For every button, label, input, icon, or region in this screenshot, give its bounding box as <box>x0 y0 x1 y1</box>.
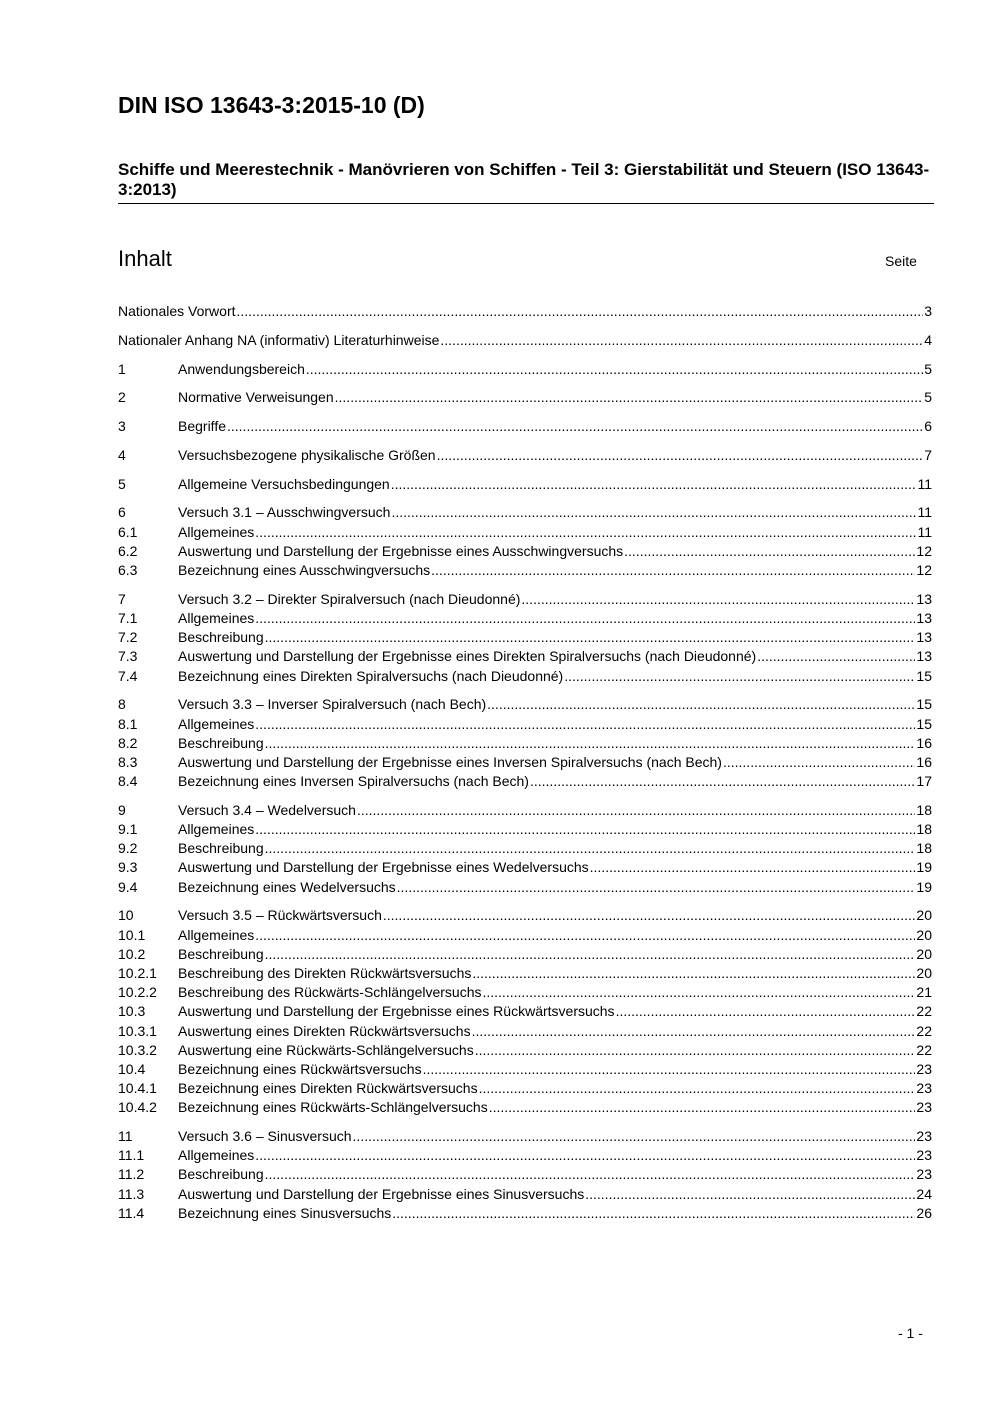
toc-entry-title: Normative Verweisungen <box>178 389 334 406</box>
toc-entry-title: Allgemeines <box>178 523 255 540</box>
toc-entry-number: 10.4.2 <box>118 1099 157 1116</box>
toc-entry-title: Anwendungsbereich <box>178 360 305 377</box>
toc-entry-number: 6.2 <box>118 542 138 559</box>
toc-dot-leader <box>255 1146 915 1165</box>
toc-dot-leader <box>431 561 915 580</box>
toc-entry[interactable] <box>118 878 932 897</box>
toc-dot-leader <box>616 1002 916 1021</box>
toc-entry-number: 3 <box>118 418 126 435</box>
toc-entry-title: Beschreibung <box>178 734 264 751</box>
toc-entry-title: Bezeichnung eines Direkten Rückwärtsversuchs <box>178 1080 478 1097</box>
toc-dot-leader <box>265 839 916 858</box>
toc-dot-leader <box>391 475 917 494</box>
toc-entry-title: Beschreibung <box>178 945 264 962</box>
toc-entry[interactable] <box>118 695 932 714</box>
toc-dot-leader <box>353 1127 916 1146</box>
toc-entry-page: 5 <box>924 389 932 406</box>
toc-dot-leader <box>237 302 924 321</box>
toc-entry-page: 16 <box>916 753 932 770</box>
toc-dot-leader <box>487 695 915 714</box>
toc-entry-title: Allgemeines <box>178 1147 255 1164</box>
toc-entry-page: 20 <box>916 964 932 981</box>
toc-entry-title: Beschreibung des Direkten Rückwärtsversuchs <box>178 964 472 981</box>
toc-entry-page: 18 <box>916 821 932 838</box>
toc-dot-leader <box>255 820 915 839</box>
toc-entry-number: 10.2 <box>118 945 146 962</box>
toc-entry[interactable] <box>118 801 932 820</box>
toc-entry-number: 8.1 <box>118 715 138 732</box>
toc-entry-page: 20 <box>916 926 932 943</box>
toc-entry-page: 23 <box>916 1128 932 1145</box>
toc-entry[interactable] <box>118 1204 932 1223</box>
toc-entry-page: 13 <box>916 648 932 665</box>
toc-entry-number: 10 <box>118 907 134 924</box>
toc-dot-leader <box>472 1022 916 1041</box>
toc-entry-title: Bezeichnung eines Wedelversuchs <box>178 878 396 895</box>
toc-entry-number: 11 <box>118 1128 133 1145</box>
toc-entry-title: Auswertung und Darstellung der Ergebnisse eines Rückwärtsversuchs <box>178 1003 615 1020</box>
toc-entry-title: Auswertung eine Rückwärts-Schlängelversuchs <box>178 1041 474 1058</box>
toc-entry-title: Auswertung und Darstellung der Ergebnisse eines Inversen Spiralversuchs (nach Bech) <box>178 753 722 770</box>
toc-dot-leader <box>255 523 916 542</box>
toc-entry[interactable] <box>118 628 932 647</box>
toc-entry-title: Beschreibung <box>178 840 264 857</box>
toc-dot-leader <box>437 446 924 465</box>
toc-entry-page: 18 <box>916 840 932 857</box>
toc-entry-title: Auswertung und Darstellung der Ergebnisse eines Direkten Spiralversuchs (nach Dieudonné) <box>178 648 757 665</box>
toc-entry-page: 12 <box>916 542 932 559</box>
toc-entry-page: 12 <box>916 562 932 579</box>
toc-dot-leader <box>255 609 915 628</box>
toc-entry-number: 1 <box>118 360 126 377</box>
toc-entry[interactable] <box>118 820 932 839</box>
toc-entry-number: 8 <box>118 696 126 713</box>
toc-entry-number: 2 <box>118 389 126 406</box>
toc-entry-number: 9.1 <box>118 821 138 838</box>
toc-entry-title: Allgemeine Versuchsbedingungen <box>178 475 390 492</box>
toc-entry[interactable] <box>118 1022 932 1041</box>
toc-entry-page: 22 <box>916 1022 932 1039</box>
toc-entry-number: 6 <box>118 504 126 521</box>
toc-entry-title: Beschreibung des Rückwärts-Schlängelversuchs <box>178 984 482 1001</box>
toc-dot-leader <box>479 1079 916 1098</box>
toc-entry-title: Beschreibung <box>178 1166 264 1183</box>
toc-entry[interactable] <box>118 858 932 877</box>
document-subtitle: Schiffe und Meerestechnik - Manövrieren von Schiffen - Teil 3: Gierstabilität und Steuern (ISO 13643-3:2013) <box>118 160 934 204</box>
toc-entry-page: 22 <box>916 1041 932 1058</box>
toc-entry-title: Versuch 3.6 – Sinusversuch <box>178 1128 352 1145</box>
toc-entry[interactable] <box>118 906 932 925</box>
table-of-contents <box>118 302 932 1223</box>
toc-entry-number: 10.3.1 <box>118 1022 157 1039</box>
toc-dot-leader <box>397 878 916 897</box>
toc-entry-number: 11.3 <box>118 1185 145 1202</box>
toc-dot-leader <box>624 542 915 561</box>
toc-dot-leader <box>383 906 916 925</box>
toc-dot-leader <box>255 926 915 945</box>
toc-entry[interactable] <box>118 647 932 666</box>
toc-dot-leader <box>723 753 915 772</box>
toc-entry[interactable] <box>118 561 932 580</box>
toc-entry-page: 16 <box>916 734 932 751</box>
toc-entry[interactable] <box>118 839 932 858</box>
toc-entry-title: Bezeichnung eines Direkten Spiralversuchs (nach Dieudonné) <box>178 667 564 684</box>
toc-entry-page: 11 <box>917 523 932 540</box>
toc-entry-title: Versuchsbezogene physikalische Größen <box>178 446 436 463</box>
toc-entry-number: 8.4 <box>118 773 138 790</box>
toc-dot-leader <box>521 590 915 609</box>
toc-entry-page: 23 <box>916 1060 932 1077</box>
toc-entry-page: 4 <box>924 331 932 348</box>
toc-dot-leader <box>265 734 916 753</box>
toc-entry-number: 7.2 <box>118 629 138 646</box>
toc-entry-title: Nationales Vorwort <box>118 303 236 319</box>
toc-entry-number: 7.3 <box>118 648 138 665</box>
toc-dot-leader <box>590 858 916 877</box>
toc-entry-page: 23 <box>916 1166 932 1183</box>
toc-entry-number: 10.1 <box>118 926 146 943</box>
toc-entry-page: 24 <box>916 1185 932 1202</box>
toc-dot-leader <box>440 331 923 350</box>
toc-entry-number: 9.4 <box>118 878 138 895</box>
toc-entry[interactable] <box>118 1060 932 1079</box>
toc-entry[interactable] <box>118 331 932 350</box>
toc-entry-number: 11.1 <box>118 1147 145 1164</box>
toc-entry-page: 23 <box>916 1080 932 1097</box>
toc-entry-title: Bezeichnung eines Inversen Spiralversuchs (nach Bech) <box>178 773 529 790</box>
toc-dot-leader <box>564 667 915 686</box>
toc-entry-number: 10.3.2 <box>118 1041 157 1058</box>
toc-entry-title: Auswertung eines Direkten Rückwärtsversuchs <box>178 1022 471 1039</box>
toc-dot-leader <box>265 1165 916 1184</box>
toc-entry-page: 21 <box>916 984 932 1001</box>
toc-entry-title: Auswertung und Darstellung der Ergebnisse eines Wedelversuchs <box>178 859 589 876</box>
toc-entry[interactable] <box>118 734 932 753</box>
toc-entry-page: 11 <box>917 504 932 521</box>
toc-entry[interactable] <box>118 1098 932 1117</box>
toc-dot-leader <box>227 417 923 436</box>
toc-dot-leader <box>472 964 915 983</box>
toc-entry-title: Versuch 3.1 – Ausschwingversuch <box>178 504 391 521</box>
toc-entry[interactable] <box>118 964 932 983</box>
toc-dot-leader <box>530 772 915 791</box>
toc-entry-page: 19 <box>916 859 932 876</box>
toc-entry-number: 7.4 <box>118 667 138 684</box>
toc-entry[interactable] <box>118 753 932 772</box>
toc-entry-number: 10.2.2 <box>118 984 157 1001</box>
toc-entry-title: Allgemeines <box>178 610 255 626</box>
toc-dot-leader <box>392 1204 915 1223</box>
toc-entry-number: 8.2 <box>118 734 138 751</box>
toc-entry-page: 13 <box>916 629 932 646</box>
toc-entry-page: 20 <box>916 907 932 924</box>
toc-entry[interactable] <box>118 1002 932 1021</box>
toc-entry[interactable] <box>118 1146 932 1165</box>
toc-entry-title: Allgemeines <box>178 821 255 838</box>
toc-entry[interactable] <box>118 667 932 686</box>
toc-entry[interactable] <box>118 503 932 522</box>
toc-dot-leader <box>265 628 916 647</box>
toc-dot-leader <box>255 715 915 734</box>
toc-entry-number: 10.4.1 <box>118 1080 157 1097</box>
toc-dot-leader <box>489 1098 916 1117</box>
toc-entry[interactable] <box>118 523 932 542</box>
toc-entry-page: 26 <box>916 1204 932 1221</box>
toc-entry[interactable] <box>118 1041 932 1060</box>
toc-entry-number: 4 <box>118 446 126 463</box>
toc-entry-page: 23 <box>916 1099 932 1116</box>
toc-dot-leader <box>357 801 915 820</box>
toc-entry-number: 7 <box>118 590 126 607</box>
toc-entry[interactable] <box>118 772 932 791</box>
toc-entry-page: 13 <box>916 590 932 607</box>
toc-entry-page: 17 <box>916 773 932 790</box>
toc-entry-title: Bezeichnung eines Rückwärts-Schlängelversuchs <box>178 1099 488 1116</box>
toc-entry[interactable] <box>118 1165 932 1184</box>
toc-entry-page: 15 <box>916 715 932 732</box>
toc-entry[interactable] <box>118 417 932 436</box>
toc-entry-title: Bezeichnung eines Ausschwingversuchs <box>178 562 431 579</box>
toc-entry-page: 19 <box>916 878 932 895</box>
toc-entry-page: 13 <box>916 610 932 626</box>
toc-entry[interactable] <box>118 302 932 321</box>
toc-entry-number: 6.1 <box>118 523 138 540</box>
toc-entry-number: 10.3 <box>118 1003 146 1020</box>
toc-entry-title: Auswertung und Darstellung der Ergebnisse eines Ausschwingversuchs <box>178 542 624 559</box>
toc-entry[interactable] <box>118 609 932 628</box>
toc-entry-page: 11 <box>917 475 932 492</box>
toc-entry-number: 10.4 <box>118 1060 146 1077</box>
toc-entry[interactable] <box>118 715 932 734</box>
toc-entry-number: 5 <box>118 475 126 492</box>
toc-entry-page: 15 <box>916 696 932 713</box>
toc-entry[interactable] <box>118 446 932 465</box>
toc-dot-leader <box>475 1041 916 1060</box>
toc-entry[interactable] <box>118 1185 932 1204</box>
toc-entry[interactable] <box>118 945 932 964</box>
toc-entry[interactable] <box>118 1127 932 1146</box>
toc-entry-title: Auswertung und Darstellung der Ergebnisse eines Sinusversuchs <box>178 1185 585 1202</box>
toc-entry-number: 9.2 <box>118 840 138 857</box>
toc-heading: Inhalt <box>118 246 172 271</box>
toc-dot-leader <box>391 503 916 522</box>
toc-entry[interactable] <box>118 926 932 945</box>
toc-entry-page: 15 <box>916 667 932 684</box>
toc-entry-title: Begriffe <box>178 418 226 435</box>
toc-dot-leader <box>482 983 915 1002</box>
toc-entry-number: 7.1 <box>118 610 138 626</box>
toc-dot-leader <box>265 945 916 964</box>
toc-entry-number: 11.2 <box>118 1166 145 1183</box>
toc-entry-number: 10.2.1 <box>118 964 157 981</box>
toc-entry-page: 20 <box>916 945 932 962</box>
toc-entry-title: Allgemeines <box>178 715 255 732</box>
toc-dot-leader <box>757 647 915 666</box>
toc-entry[interactable] <box>118 983 932 1002</box>
toc-entry-title: Versuch 3.4 – Wedelversuch <box>178 801 356 818</box>
toc-entry[interactable] <box>118 388 932 407</box>
toc-entry-title: Bezeichnung eines Rückwärtsversuchs <box>178 1060 422 1077</box>
toc-entry-title: Allgemeines <box>178 926 255 943</box>
document-title: DIN ISO 13643-3:2015-10 (D) <box>118 92 425 118</box>
toc-entry-page: 5 <box>924 360 932 377</box>
toc-entry-page: 3 <box>924 303 932 319</box>
toc-entry[interactable] <box>118 590 932 609</box>
toc-page-column-label: Seite <box>885 253 917 269</box>
toc-entry-number: 9.3 <box>118 859 138 876</box>
toc-entry-title: Versuch 3.2 – Direkter Spiralversuch (nach Dieudonné) <box>178 590 521 607</box>
toc-entry[interactable] <box>118 475 932 494</box>
toc-entry[interactable] <box>118 542 932 561</box>
toc-entry-page: 18 <box>916 801 932 818</box>
toc-entry-number: 9 <box>118 801 126 818</box>
toc-entry-title: Nationaler Anhang NA (informativ) Literaturhinweise <box>118 331 440 348</box>
toc-dot-leader <box>423 1060 916 1079</box>
toc-entry-number: 6.3 <box>118 562 138 579</box>
toc-dot-leader <box>335 388 924 407</box>
toc-entry-number: 8.3 <box>118 753 138 770</box>
page-number: - 1 - <box>898 1325 923 1341</box>
toc-entry-page: 7 <box>924 446 932 463</box>
toc-entry-page: 23 <box>916 1147 932 1164</box>
toc-entry[interactable] <box>118 360 932 379</box>
toc-dot-leader <box>306 360 923 379</box>
toc-entry-page: 6 <box>924 418 932 435</box>
toc-entry-number: 11.4 <box>118 1204 145 1221</box>
toc-entry-title: Beschreibung <box>178 629 264 646</box>
toc-dot-leader <box>585 1185 915 1204</box>
toc-entry-title: Versuch 3.3 – Inverser Spiralversuch (nach Bech) <box>178 696 487 713</box>
toc-entry-page: 22 <box>916 1003 932 1020</box>
toc-entry[interactable] <box>118 1079 932 1098</box>
toc-entry-title: Bezeichnung eines Sinusversuchs <box>178 1204 392 1221</box>
toc-entry-title: Versuch 3.5 – Rückwärtsversuch <box>178 907 382 924</box>
